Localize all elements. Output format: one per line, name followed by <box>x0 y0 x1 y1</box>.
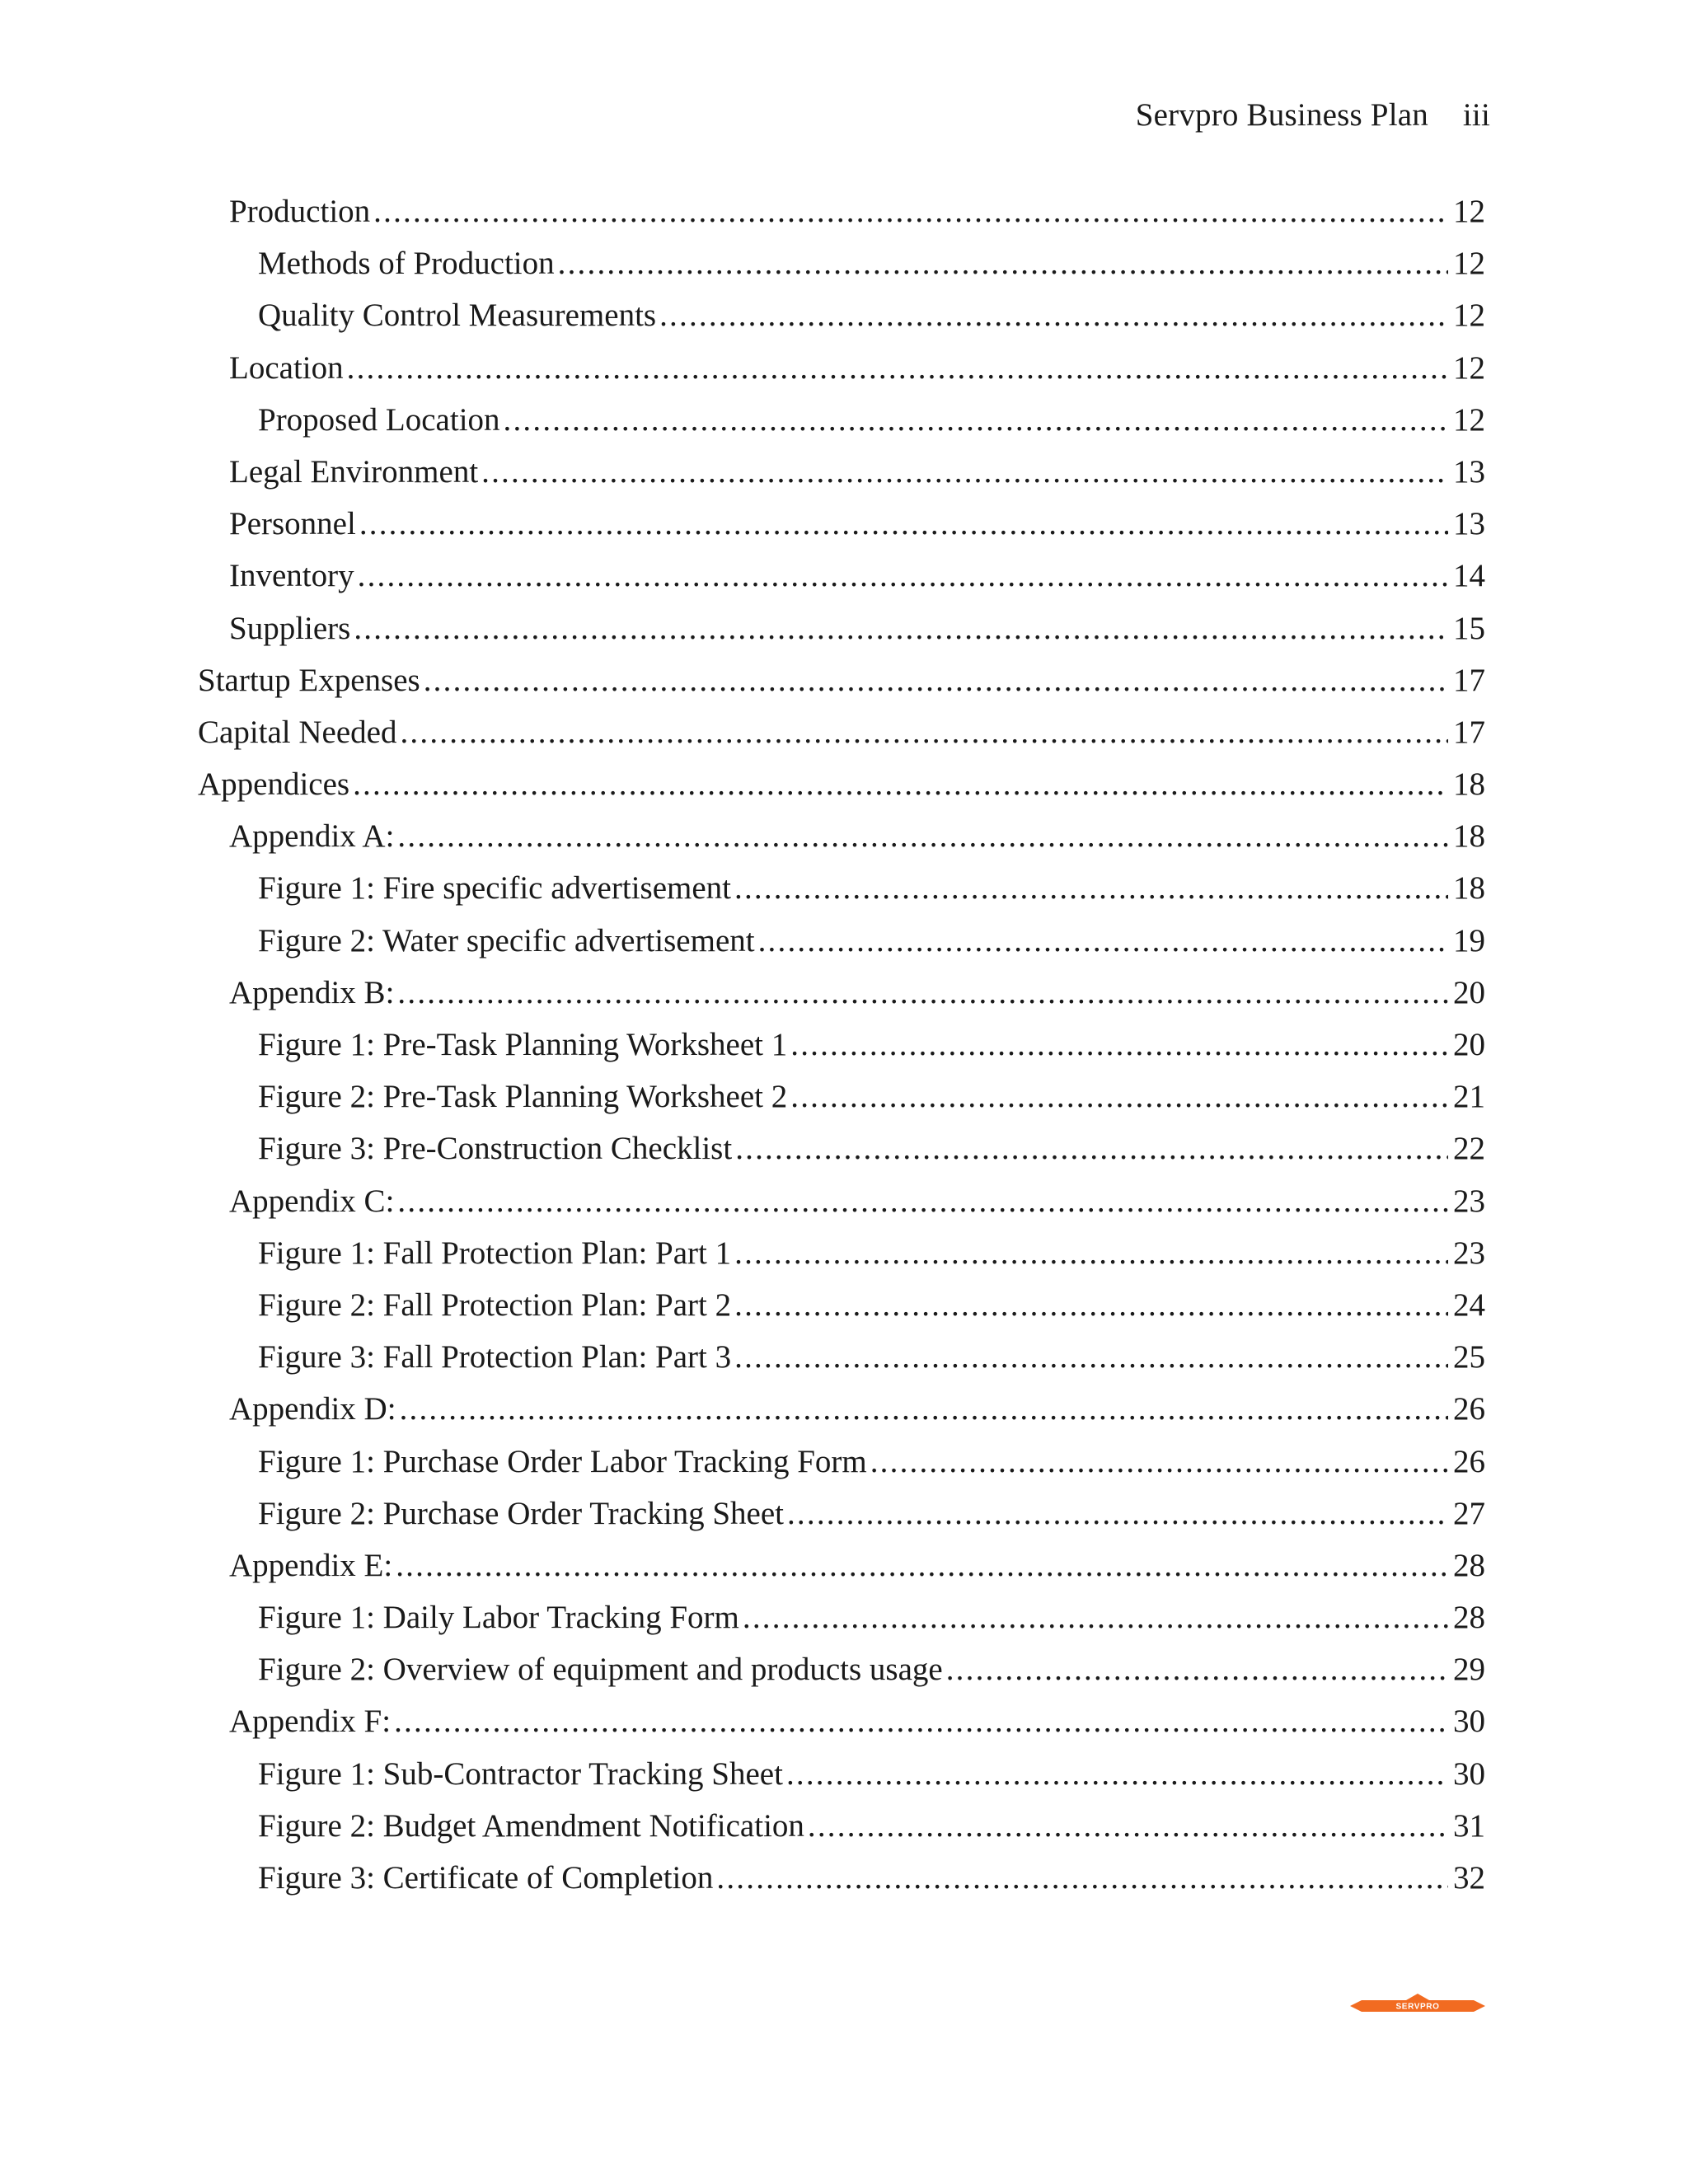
toc-dot-leader <box>400 1390 1448 1427</box>
toc-entry[interactable] <box>198 193 1485 245</box>
toc-dot-leader <box>790 1078 1448 1115</box>
toc-dot-leader <box>716 1859 1448 1896</box>
toc-entry-label[interactable]: Figure 2: Budget Amendment Notification <box>258 1807 804 1844</box>
toc-entry-page: 13 <box>1453 506 1485 542</box>
toc-dot-leader <box>734 869 1448 907</box>
toc-dot-leader <box>735 1130 1448 1167</box>
toc-entry-label[interactable]: Figure 1: Pre-Task Planning Worksheet 1 <box>258 1027 788 1062</box>
toc-entry[interactable] <box>198 1235 1485 1286</box>
toc-entry-page: 19 <box>1453 922 1485 958</box>
toc-entry-page: 27 <box>1453 1495 1485 1531</box>
toc-dot-leader <box>734 1235 1448 1272</box>
toc-dot-leader <box>373 193 1448 230</box>
document-title: Servpro Business Plan <box>1135 97 1428 133</box>
toc-dot-leader <box>790 1026 1448 1063</box>
toc-entry-label[interactable]: Figure 2: Water specific advertisement <box>258 922 755 958</box>
toc-entry-label[interactable]: Startup Expenses <box>198 662 420 698</box>
toc-dot-leader <box>808 1807 1448 1844</box>
toc-entry[interactable] <box>198 922 1485 974</box>
toc-entry[interactable] <box>198 1338 1485 1390</box>
toc-entry[interactable] <box>198 1755 1485 1807</box>
toc-entry[interactable] <box>198 1390 1485 1442</box>
toc-entry-page: 30 <box>1453 1755 1485 1792</box>
toc-entry[interactable] <box>198 1495 1485 1547</box>
toc-dot-leader <box>758 922 1448 959</box>
toc-entry-page: 32 <box>1453 1860 1485 1896</box>
toc-entry-page: 12 <box>1453 298 1485 334</box>
toc-dot-leader <box>946 1651 1448 1688</box>
servpro-logo-icon <box>1350 1993 1485 2019</box>
toc-dot-leader <box>734 1286 1448 1324</box>
toc-dot-leader <box>396 1547 1448 1584</box>
toc-entry-label[interactable]: Inventory <box>229 558 354 594</box>
toc-entry-page: 25 <box>1453 1339 1485 1376</box>
toc-entry[interactable] <box>198 453 1485 505</box>
toc-entry-page: 23 <box>1453 1183 1485 1219</box>
table-of-contents <box>198 193 1485 1911</box>
toc-entry-page: 12 <box>1453 194 1485 229</box>
toc-entry-page: 18 <box>1453 766 1485 803</box>
toc-entry-page: 17 <box>1453 714 1485 750</box>
toc-entry-page: 29 <box>1453 1652 1485 1688</box>
toc-entry-label[interactable]: Proposed Location <box>258 401 500 438</box>
toc-dot-leader <box>358 557 1448 594</box>
toc-dot-leader <box>394 1703 1448 1740</box>
toc-entry-page: 21 <box>1453 1079 1485 1115</box>
toc-entry-page: 24 <box>1453 1286 1485 1323</box>
toc-entry[interactable] <box>198 974 1485 1026</box>
toc-entry-label[interactable]: Personnel <box>229 506 356 542</box>
toc-entry[interactable] <box>198 1078 1485 1130</box>
toc-entry-page: 28 <box>1453 1600 1485 1636</box>
toc-dot-leader <box>397 974 1448 1011</box>
toc-entry-label[interactable]: Legal Environment <box>229 453 479 490</box>
toc-entry-label[interactable]: Appendix B: <box>229 974 395 1010</box>
toc-entry-page: 31 <box>1453 1807 1485 1844</box>
toc-entry-label[interactable]: Figure 1: Purchase Order Labor Tracking Form <box>258 1443 867 1479</box>
toc-dot-leader <box>743 1599 1448 1636</box>
toc-entry[interactable] <box>198 1859 1485 1911</box>
toc-entry-label[interactable]: Figure 2: Pre-Task Planning Worksheet 2 <box>258 1079 788 1115</box>
toc-entry-page: 18 <box>1453 818 1485 855</box>
toc-entry-page: 13 <box>1453 453 1485 490</box>
toc-entry[interactable] <box>198 1443 1485 1495</box>
toc-entry[interactable] <box>198 1026 1485 1078</box>
toc-entry-page: 26 <box>1453 1391 1485 1427</box>
toc-dot-leader <box>504 401 1448 438</box>
toc-dot-leader <box>659 297 1448 334</box>
svg-text:SERVPRO: SERVPRO <box>1395 2002 1440 2012</box>
toc-entry-label[interactable]: Methods of Production <box>258 246 555 282</box>
toc-entry-label[interactable]: Figure 3: Pre-Construction Checklist <box>258 1131 733 1167</box>
toc-entry[interactable] <box>198 505 1485 557</box>
toc-entry-label[interactable]: Figure 1: Fall Protection Plan: Part 1 <box>258 1235 732 1271</box>
toc-entry-label[interactable]: Production <box>229 194 371 229</box>
toc-entry-label[interactable]: Appendix F: <box>229 1704 392 1740</box>
toc-entry[interactable] <box>198 401 1485 453</box>
toc-entry-label[interactable]: Figure 2: Fall Protection Plan: Part 2 <box>258 1286 732 1323</box>
running-header <box>1136 96 1490 134</box>
toc-entry-label[interactable]: Figure 2: Purchase Order Tracking Sheet <box>258 1495 784 1531</box>
toc-entry-page: 23 <box>1453 1235 1485 1271</box>
toc-entry-page: 28 <box>1453 1547 1485 1583</box>
toc-dot-leader <box>558 245 1448 282</box>
toc-entry-label[interactable]: Figure 1: Sub-Contractor Tracking Sheet <box>258 1755 783 1792</box>
toc-entry-label[interactable]: Figure 3: Fall Protection Plan: Part 3 <box>258 1339 732 1376</box>
toc-entry[interactable] <box>198 1807 1485 1859</box>
toc-entry-label[interactable]: Appendix D: <box>229 1391 396 1427</box>
toc-entry[interactable] <box>198 557 1485 609</box>
toc-dot-leader <box>424 662 1448 699</box>
toc-dot-leader <box>359 505 1448 542</box>
toc-entry-page: 20 <box>1453 974 1485 1010</box>
toc-entry[interactable] <box>198 349 1485 401</box>
toc-entry[interactable] <box>198 610 1485 662</box>
toc-entry-page: 22 <box>1453 1131 1485 1167</box>
toc-entry-label[interactable]: Appendix C: <box>229 1183 395 1219</box>
toc-entry[interactable] <box>198 1547 1485 1599</box>
toc-dot-leader <box>397 818 1448 855</box>
toc-entry-page: 30 <box>1453 1704 1485 1740</box>
toc-dot-leader <box>347 349 1448 387</box>
toc-entry[interactable] <box>198 297 1485 349</box>
toc-entry-label[interactable]: Figure 3: Certificate of Completion <box>258 1860 714 1896</box>
toc-entry-page: 20 <box>1453 1027 1485 1062</box>
toc-entry-page: 17 <box>1453 662 1485 698</box>
toc-entry[interactable] <box>198 1599 1485 1651</box>
toc-entry[interactable] <box>198 1651 1485 1703</box>
toc-dot-leader <box>870 1443 1448 1480</box>
toc-entry-label[interactable]: Figure 1: Daily Labor Tracking Form <box>258 1600 739 1636</box>
toc-entry-label[interactable]: Location <box>229 349 344 386</box>
toc-entry-label[interactable]: Appendix E: <box>229 1547 393 1583</box>
toc-entry-label[interactable]: Appendix A: <box>229 818 395 855</box>
toc-dot-leader <box>481 453 1448 490</box>
toc-entry[interactable] <box>198 766 1485 818</box>
toc-entry-label[interactable]: Capital Needed <box>198 714 397 750</box>
toc-entry[interactable] <box>198 662 1485 714</box>
toc-entry[interactable] <box>198 1286 1485 1338</box>
toc-dot-leader <box>734 1338 1448 1376</box>
toc-dot-leader <box>400 714 1448 751</box>
toc-entry[interactable] <box>198 1183 1485 1235</box>
toc-dot-leader <box>354 610 1448 647</box>
toc-entry-page: 14 <box>1453 558 1485 594</box>
toc-entry-page: 12 <box>1453 401 1485 438</box>
toc-dot-leader <box>397 1183 1448 1220</box>
toc-dot-leader <box>786 1755 1448 1793</box>
toc-entry-label[interactable]: Appendices <box>198 766 350 803</box>
toc-entry-page: 15 <box>1453 610 1485 646</box>
toc-entry[interactable] <box>198 1703 1485 1755</box>
toc-entry[interactable] <box>198 245 1485 297</box>
toc-entry-page: 18 <box>1453 870 1485 907</box>
toc-entry-page: 12 <box>1453 349 1485 386</box>
toc-entry-label[interactable]: Quality Control Measurements <box>258 298 657 334</box>
toc-entry[interactable] <box>198 1130 1485 1182</box>
toc-entry[interactable] <box>198 714 1485 766</box>
toc-dot-leader <box>787 1495 1448 1532</box>
toc-entry[interactable] <box>198 818 1485 869</box>
toc-entry-label[interactable]: Figure 1: Fire specific advertisement <box>258 870 731 907</box>
toc-entry-label[interactable]: Suppliers <box>229 610 351 646</box>
toc-entry-label[interactable]: Figure 2: Overview of equipment and products usage <box>258 1652 943 1688</box>
toc-entry-page: 12 <box>1453 246 1485 282</box>
toc-entry[interactable] <box>198 869 1485 921</box>
toc-dot-leader <box>353 766 1448 803</box>
toc-entry-page: 26 <box>1453 1443 1485 1479</box>
page-number: iii <box>1462 97 1490 133</box>
